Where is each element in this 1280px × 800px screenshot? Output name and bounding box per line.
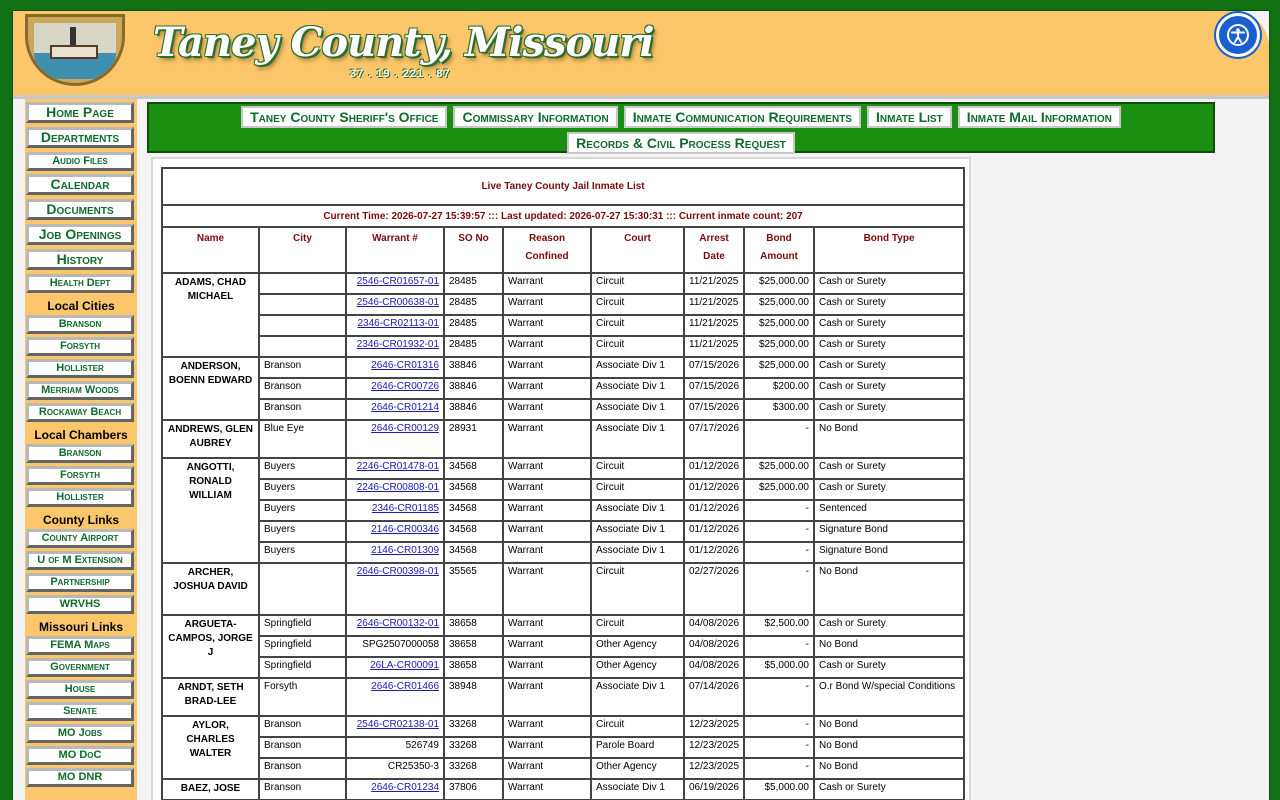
court-cell: Associate Div 1 xyxy=(591,542,684,563)
city-cell: Buyers xyxy=(259,500,346,521)
so-number-cell: 28485 xyxy=(444,336,503,357)
warrant-cell xyxy=(346,458,444,479)
so-number-cell: 38658 xyxy=(444,636,503,657)
warrant-link[interactable]: 2346-CR01185 xyxy=(371,503,439,514)
reason-cell: Warrant xyxy=(503,336,591,357)
city-cell: Buyers xyxy=(259,458,346,479)
warrant-link[interactable]: 2246-CR01478-01 xyxy=(356,461,439,472)
topnav-inmate-communication-requirements[interactable]: Inmate Communication Requirements xyxy=(624,106,861,128)
warrant-cell xyxy=(346,563,444,615)
reason-cell: Warrant xyxy=(503,399,591,420)
arrest-date-cell: 07/14/2026 xyxy=(684,678,744,716)
reason-cell: Warrant xyxy=(503,542,591,563)
inmate-table xyxy=(161,167,965,800)
so-number-cell: 35565 xyxy=(444,563,503,615)
so-number-cell: 38846 xyxy=(444,357,503,378)
sidebar-link-merriam-woods[interactable]: Merriam Woods xyxy=(26,381,134,400)
so-number-cell: 28931 xyxy=(444,420,503,458)
table-row xyxy=(162,779,964,800)
so-number-cell: 38658 xyxy=(444,615,503,636)
court-cell: Associate Div 1 xyxy=(591,779,684,800)
table-row xyxy=(162,657,964,678)
table-row xyxy=(162,420,964,458)
bond-amount-cell: $25,000.00 xyxy=(744,273,814,294)
warrant-cell xyxy=(346,542,444,563)
accessibility-icon xyxy=(1227,24,1249,46)
reason-cell: Warrant xyxy=(503,678,591,716)
arrest-date-cell: 11/21/2025 xyxy=(684,273,744,294)
warrant-cell: 526749 xyxy=(346,737,444,758)
column-header-bond-amount: Bond Amount xyxy=(744,227,814,273)
table-row xyxy=(162,758,964,779)
city-cell xyxy=(259,336,346,357)
warrant-cell xyxy=(346,657,444,678)
court-cell: Associate Div 1 xyxy=(591,420,684,458)
bond-type-cell: No Bond xyxy=(814,563,964,615)
court-cell: Circuit xyxy=(591,458,684,479)
topnav-inmate-mail-information[interactable]: Inmate Mail Information xyxy=(958,106,1121,128)
warrant-cell xyxy=(346,399,444,420)
bond-amount-cell: $25,000.00 xyxy=(744,357,814,378)
arrest-date-cell: 12/23/2025 xyxy=(684,716,744,737)
so-number-cell: 38658 xyxy=(444,657,503,678)
column-header-bond-type: Bond Type xyxy=(814,227,964,273)
column-header-name: Name xyxy=(162,227,259,273)
table-row xyxy=(162,678,964,716)
so-number-cell: 34568 xyxy=(444,479,503,500)
city-cell: Branson xyxy=(259,716,346,737)
column-header-warrant: Warrant # xyxy=(346,227,444,273)
arrest-date-cell: 01/12/2026 xyxy=(684,542,744,563)
table-row xyxy=(162,479,964,500)
bond-type-cell: Sentenced xyxy=(814,500,964,521)
warrant-cell xyxy=(346,336,444,357)
table-status: Current Time: 2026-07-27 15:39:57 ::: Last updated: 2026-07-27 15:30:31 ::: Current inmate count: 207 xyxy=(162,205,964,227)
court-cell: Associate Div 1 xyxy=(591,521,684,542)
sidebar-link-home-page[interactable]: Home Page xyxy=(26,102,134,123)
sidebar-link-hollister[interactable]: Hollister xyxy=(26,488,134,507)
bond-amount-cell: $25,000.00 xyxy=(744,458,814,479)
table-row xyxy=(162,336,964,357)
so-number-cell: 28485 xyxy=(444,315,503,336)
warrant-link[interactable]: 2646-CR00132-01 xyxy=(356,618,439,629)
reason-cell: Warrant xyxy=(503,716,591,737)
table-row xyxy=(162,636,964,657)
reason-cell: Warrant xyxy=(503,357,591,378)
warrant-link[interactable]: 2146-CR01309 xyxy=(371,545,439,556)
bond-amount-cell: $25,000.00 xyxy=(744,294,814,315)
sidebar-link-branson[interactable]: Branson xyxy=(26,444,134,463)
so-number-cell: 38948 xyxy=(444,678,503,716)
court-cell: Circuit xyxy=(591,615,684,636)
sidebar-link-wrvhs[interactable]: WRVHS xyxy=(26,595,134,614)
warrant-cell xyxy=(346,378,444,399)
sidebar-link-senate[interactable]: Senate xyxy=(26,702,134,721)
warrant-cell xyxy=(346,716,444,737)
court-cell: Circuit xyxy=(591,294,684,315)
warrant-link[interactable]: 2546-CR01657-01 xyxy=(356,276,439,287)
bond-type-cell: Cash or Surety xyxy=(814,273,964,294)
reason-cell: Warrant xyxy=(503,615,591,636)
reason-cell: Warrant xyxy=(503,636,591,657)
arrest-date-cell: 07/15/2026 xyxy=(684,378,744,399)
city-cell: Blue Eye xyxy=(259,420,346,458)
city-cell xyxy=(259,273,346,294)
sidebar-section-missouri-links: Missouri Links xyxy=(38,620,124,634)
city-cell: Buyers xyxy=(259,479,346,500)
so-number-cell: 37806 xyxy=(444,779,503,800)
bond-amount-cell: $2,500.00 xyxy=(744,615,814,636)
arrest-date-cell: 06/19/2026 xyxy=(684,779,744,800)
warrant-cell: SPG2507000058 xyxy=(346,636,444,657)
warrant-link[interactable]: 2146-CR00346 xyxy=(371,524,439,535)
table-row xyxy=(162,273,964,294)
warrant-cell xyxy=(346,521,444,542)
sidebar-link-county-airport[interactable]: County Airport xyxy=(26,529,134,548)
reason-cell: Warrant xyxy=(503,294,591,315)
reason-cell: Warrant xyxy=(503,500,591,521)
inmate-name: ADAMS, CHAD MICHAEL xyxy=(162,273,259,357)
reason-cell: Warrant xyxy=(503,458,591,479)
bond-type-cell: Cash or Surety xyxy=(814,357,964,378)
city-cell xyxy=(259,315,346,336)
so-number-cell: 34568 xyxy=(444,500,503,521)
sidebar-link-history[interactable]: History xyxy=(26,249,134,270)
bond-type-cell: Cash or Surety xyxy=(814,458,964,479)
warrant-link[interactable]: 2346-CR02113-01 xyxy=(357,318,439,329)
table-row xyxy=(162,399,964,420)
court-cell: Associate Div 1 xyxy=(591,378,684,399)
reason-cell: Warrant xyxy=(503,378,591,399)
city-cell: Branson xyxy=(259,737,346,758)
table-row xyxy=(162,458,964,479)
bond-amount-cell: $5,000.00 xyxy=(744,779,814,800)
warrant-cell xyxy=(346,779,444,800)
city-cell xyxy=(259,294,346,315)
court-cell: Circuit xyxy=(591,273,684,294)
arrest-date-cell: 07/15/2026 xyxy=(684,399,744,420)
arrest-date-cell: 01/12/2026 xyxy=(684,458,744,479)
so-number-cell: 34568 xyxy=(444,521,503,542)
city-cell: Springfield xyxy=(259,657,346,678)
city-cell xyxy=(259,563,346,615)
table-row xyxy=(162,500,964,521)
sidebar-link-health-dept[interactable]: Health Dept xyxy=(26,274,134,293)
column-header-reason-confined: Reason Confined xyxy=(503,227,591,273)
reason-cell: Warrant xyxy=(503,420,591,458)
bond-type-cell: No Bond xyxy=(814,737,964,758)
column-header-city: City xyxy=(259,227,346,273)
bond-type-cell: No Bond xyxy=(814,636,964,657)
court-cell: Associate Div 1 xyxy=(591,500,684,521)
so-number-cell: 33268 xyxy=(444,737,503,758)
table-row xyxy=(162,542,964,563)
warrant-cell xyxy=(346,273,444,294)
bond-amount-cell: - xyxy=(744,636,814,657)
inmate-name: ARNDT, SETH BRAD-LEE xyxy=(162,678,259,716)
warrant-link[interactable]: 2646-CR01316 xyxy=(371,360,439,371)
reason-cell: Warrant xyxy=(503,563,591,615)
site-coordinates: 37 . 19 . 221 . 87 xyxy=(350,68,451,80)
bond-type-cell: Cash or Surety xyxy=(814,615,964,636)
arrest-date-cell: 12/23/2025 xyxy=(684,758,744,779)
reason-cell: Warrant xyxy=(503,521,591,542)
sidebar-section-local-cities: Local Cities xyxy=(47,299,115,313)
sidebar-link-audio-files[interactable]: Audio Files xyxy=(26,152,134,171)
arrest-date-cell: 07/15/2026 xyxy=(684,357,744,378)
bond-amount-cell: - xyxy=(744,678,814,716)
site-header xyxy=(13,11,1269,99)
sidebar-link-departments[interactable]: Departments xyxy=(26,127,134,148)
warrant-link[interactable]: 2646-CR00398-01 xyxy=(356,566,439,577)
so-number-cell: 34568 xyxy=(444,458,503,479)
sidebar-link-branson[interactable]: Branson xyxy=(26,315,134,334)
court-cell: Circuit xyxy=(591,315,684,336)
arrest-date-cell: 04/08/2026 xyxy=(684,615,744,636)
reason-cell: Warrant xyxy=(503,737,591,758)
bond-amount-cell: $200.00 xyxy=(744,378,814,399)
bond-amount-cell: - xyxy=(744,420,814,458)
warrant-cell xyxy=(346,315,444,336)
bond-amount-cell: - xyxy=(744,563,814,615)
warrant-link[interactable]: 2646-CR00726 xyxy=(371,381,439,392)
sidebar-link-documents[interactable]: Documents xyxy=(26,199,134,220)
warrant-cell: CR25350-3 xyxy=(346,758,444,779)
arrest-date-cell: 04/08/2026 xyxy=(684,657,744,678)
accessibility-button[interactable] xyxy=(1216,13,1260,57)
so-number-cell: 33268 xyxy=(444,716,503,737)
arrest-date-cell: 12/23/2025 xyxy=(684,737,744,758)
court-cell: Circuit xyxy=(591,479,684,500)
warrant-link[interactable]: 2646-CR01466 xyxy=(371,681,439,692)
arrest-date-cell: 02/27/2026 xyxy=(684,563,744,615)
table-title: Live Taney County Jail Inmate List xyxy=(162,168,964,205)
bond-type-cell: Cash or Surety xyxy=(814,657,964,678)
warrant-link[interactable]: 26LA-CR00091 xyxy=(370,660,439,671)
court-cell: Circuit xyxy=(591,716,684,737)
topnav-inmate-list[interactable]: Inmate List xyxy=(867,106,952,128)
arrest-date-cell: 04/08/2026 xyxy=(684,636,744,657)
court-cell: Associate Div 1 xyxy=(591,399,684,420)
topnav-records-civil-process-request[interactable]: Records & Civil Process Request xyxy=(567,132,795,154)
main-content xyxy=(151,157,971,800)
arrest-date-cell: 01/12/2026 xyxy=(684,500,744,521)
city-cell: Branson xyxy=(259,758,346,779)
bond-type-cell: Signature Bond xyxy=(814,542,964,563)
sidebar-link-calendar[interactable]: Calendar xyxy=(26,174,134,195)
bond-amount-cell: $25,000.00 xyxy=(744,479,814,500)
table-row xyxy=(162,563,964,615)
inmate-name: ANDREWS, GLEN AUBREY xyxy=(162,420,259,458)
sidebar xyxy=(25,99,137,800)
sidebar-link-job-openings[interactable]: Job Openings xyxy=(26,224,134,245)
bond-type-cell: Cash or Surety xyxy=(814,399,964,420)
reason-cell: Warrant xyxy=(503,315,591,336)
city-cell: Buyers xyxy=(259,521,346,542)
bond-amount-cell: - xyxy=(744,716,814,737)
bond-type-cell: Cash or Surety xyxy=(814,315,964,336)
table-row xyxy=(162,615,964,636)
top-nav-bar xyxy=(147,102,1215,153)
bond-type-cell: Cash or Surety xyxy=(814,378,964,399)
county-seal-logo[interactable] xyxy=(25,14,125,86)
bond-amount-cell: $25,000.00 xyxy=(744,336,814,357)
sidebar-link-rockaway-beach[interactable]: Rockaway Beach xyxy=(26,403,134,422)
sidebar-link-u-of-m-extension[interactable]: U of M Extension xyxy=(26,551,134,570)
bond-type-cell: Cash or Surety xyxy=(814,779,964,800)
column-header-so-no: SO No xyxy=(444,227,503,273)
bond-amount-cell: - xyxy=(744,542,814,563)
city-cell: Springfield xyxy=(259,636,346,657)
warrant-cell xyxy=(346,357,444,378)
arrest-date-cell: 01/12/2026 xyxy=(684,521,744,542)
warrant-cell xyxy=(346,294,444,315)
arrest-date-cell: 11/21/2025 xyxy=(684,315,744,336)
court-cell: Other Agency xyxy=(591,657,684,678)
city-cell: Springfield xyxy=(259,615,346,636)
table-row xyxy=(162,357,964,378)
warrant-cell xyxy=(346,615,444,636)
bond-amount-cell: $300.00 xyxy=(744,399,814,420)
court-cell: Circuit xyxy=(591,563,684,615)
bond-type-cell: O.r Bond W/special Conditions xyxy=(814,678,964,716)
bond-type-cell: No Bond xyxy=(814,716,964,737)
court-cell: Associate Div 1 xyxy=(591,357,684,378)
court-cell: Parole Board xyxy=(591,737,684,758)
so-number-cell: 28485 xyxy=(444,273,503,294)
table-row xyxy=(162,737,964,758)
inmate-name: BAEZ, JOSE xyxy=(162,779,259,800)
so-number-cell: 38846 xyxy=(444,378,503,399)
reason-cell: Warrant xyxy=(503,479,591,500)
warrant-link[interactable]: 2646-CR00129 xyxy=(371,423,439,434)
arrest-date-cell: 01/12/2026 xyxy=(684,479,744,500)
sidebar-link-mo-dnr[interactable]: MO DNR xyxy=(26,768,134,787)
column-header-arrest-date: Arrest Date xyxy=(684,227,744,273)
sidebar-section-local-chambers: Local Chambers xyxy=(34,428,128,442)
table-row xyxy=(162,521,964,542)
inmate-name: ANDERSON, BOENN EDWARD xyxy=(162,357,259,420)
arrest-date-cell: 11/21/2025 xyxy=(684,294,744,315)
bond-amount-cell: $25,000.00 xyxy=(744,315,814,336)
inmate-name: ANGOTTI, RONALD WILLIAM xyxy=(162,458,259,563)
so-number-cell: 33268 xyxy=(444,758,503,779)
table-row xyxy=(162,378,964,399)
warrant-cell xyxy=(346,479,444,500)
bond-type-cell: Cash or Surety xyxy=(814,479,964,500)
bond-type-cell: No Bond xyxy=(814,420,964,458)
court-cell: Other Agency xyxy=(591,636,684,657)
warrant-cell xyxy=(346,420,444,458)
court-cell: Circuit xyxy=(591,336,684,357)
court-cell: Other Agency xyxy=(591,758,684,779)
reason-cell: Warrant xyxy=(503,758,591,779)
bond-type-cell: Cash or Surety xyxy=(814,294,964,315)
column-header-court: Court xyxy=(591,227,684,273)
so-number-cell: 28485 xyxy=(444,294,503,315)
topnav-taney-county-sheriff-s-office[interactable]: Taney County Sheriff's Office xyxy=(241,106,447,128)
bond-amount-cell: - xyxy=(744,737,814,758)
warrant-link[interactable]: 2546-CR02138-01 xyxy=(356,719,439,730)
warrant-link[interactable]: 2546-CR00638-01 xyxy=(356,297,439,308)
city-cell: Buyers xyxy=(259,542,346,563)
court-cell: Associate Div 1 xyxy=(591,678,684,716)
warrant-link[interactable]: 2646-CR01214 xyxy=(371,402,439,413)
inmate-name: ARCHER, JOSHUA DAVID xyxy=(162,563,259,615)
reason-cell: Warrant xyxy=(503,779,591,800)
sidebar-link-partnership[interactable]: Partnership xyxy=(26,573,134,592)
warrant-link[interactable]: 2646-CR01234 xyxy=(371,782,439,793)
sidebar-link-mo-doc[interactable]: MO DoC xyxy=(26,746,134,765)
warrant-cell xyxy=(346,678,444,716)
bond-amount-cell: $5,000.00 xyxy=(744,657,814,678)
site-title[interactable]: Taney County, Missouri xyxy=(153,19,654,66)
warrant-link[interactable]: 2246-CR00808-01 xyxy=(356,482,439,493)
sidebar-section-county-links: County Links xyxy=(42,513,119,527)
arrest-date-cell: 11/21/2025 xyxy=(684,336,744,357)
sidebar-link-hollister[interactable]: Hollister xyxy=(26,359,134,378)
bond-amount-cell: - xyxy=(744,758,814,779)
city-cell: Branson xyxy=(259,357,346,378)
bond-amount-cell: - xyxy=(744,500,814,521)
table-row xyxy=(162,315,964,336)
inmate-name: AYLOR, CHARLES WALTER xyxy=(162,716,259,779)
so-number-cell: 38846 xyxy=(444,399,503,420)
bond-type-cell: Cash or Surety xyxy=(814,336,964,357)
bond-type-cell: Signature Bond xyxy=(814,521,964,542)
reason-cell: Warrant xyxy=(503,273,591,294)
warrant-cell xyxy=(346,500,444,521)
so-number-cell: 34568 xyxy=(444,542,503,563)
table-row xyxy=(162,716,964,737)
page-frame xyxy=(12,10,1270,800)
inmate-name: ARGUETA-CAMPOS, JORGE J xyxy=(162,615,259,678)
city-cell: Branson xyxy=(259,779,346,800)
sidebar-link-mo-jobs[interactable]: MO Jobs xyxy=(26,724,134,743)
sidebar-link-forsyth[interactable]: Forsyth xyxy=(26,337,134,356)
sidebar-link-fema-maps[interactable]: FEMA Maps xyxy=(26,636,134,655)
city-cell: Branson xyxy=(259,399,346,420)
bond-amount-cell: - xyxy=(744,521,814,542)
reason-cell: Warrant xyxy=(503,657,591,678)
sidebar-link-forsyth[interactable]: Forsyth xyxy=(26,466,134,485)
table-row xyxy=(162,294,964,315)
topnav-commissary-information[interactable]: Commissary Information xyxy=(453,106,617,128)
sidebar-link-government[interactable]: Government xyxy=(26,658,134,677)
city-cell: Forsyth xyxy=(259,678,346,716)
warrant-link[interactable]: 2346-CR01932-01 xyxy=(356,339,439,350)
arrest-date-cell: 07/17/2026 xyxy=(684,420,744,458)
city-cell: Branson xyxy=(259,378,346,399)
bond-type-cell: No Bond xyxy=(814,758,964,779)
sidebar-link-house[interactable]: House xyxy=(26,680,134,699)
